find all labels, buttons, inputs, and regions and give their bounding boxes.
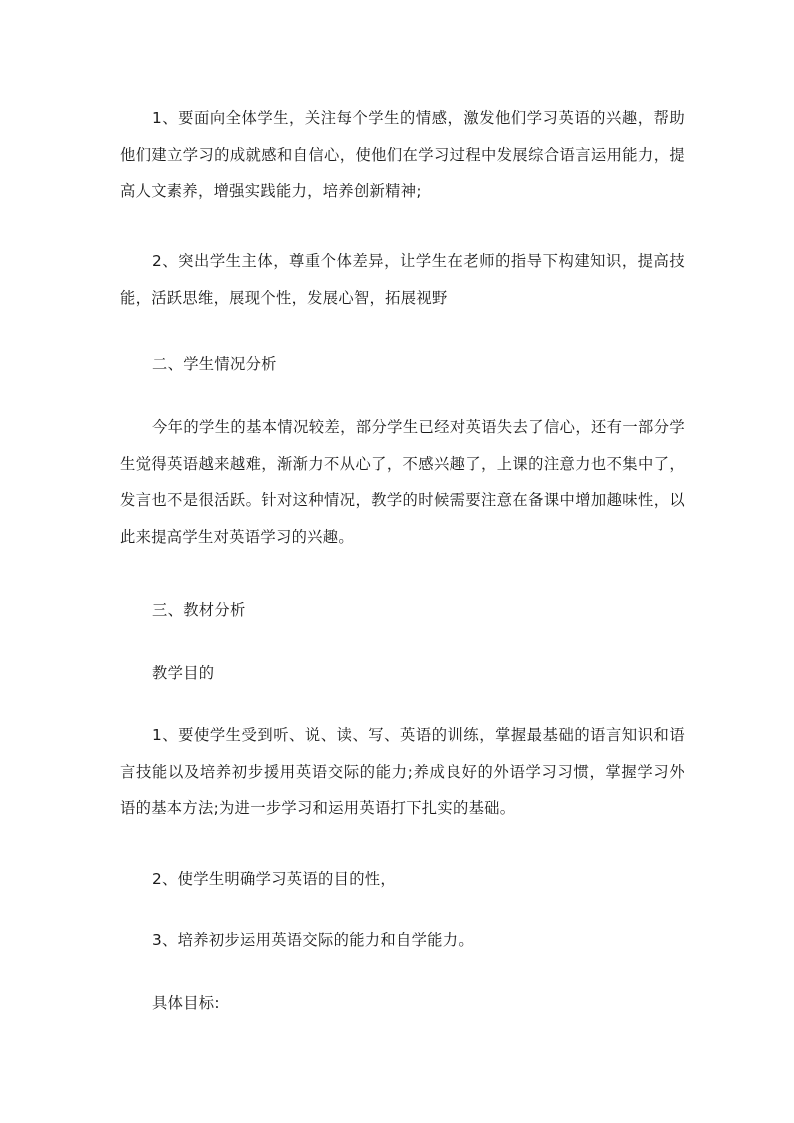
paragraph-purpose-3: 3、培养初步运用英语交际的能力和自学能力。	[152, 931, 474, 949]
paragraph-goal-1: 1、要面向全体学生，关注每个学生的情感，激发他们学习英语的兴趣，帮助他们建立学习的成就感和自信心，使他们在学习过程中发展综合语言运用能力，提高人文素养，增强实践能力，培养创新精神;	[120, 109, 685, 201]
subheading-teaching-purpose: 教学目的	[152, 664, 215, 682]
paragraph-purpose-2: 2、使学生明确学习英语的目的性，	[152, 870, 396, 888]
section-heading-student-analysis: 二、学生情况分析	[152, 355, 277, 373]
subheading-specific-goals: 具体目标:	[152, 994, 220, 1012]
section-heading-textbook-analysis: 三、教材分析	[152, 601, 246, 619]
paragraph-student-analysis: 今年的学生的基本情况较差，部分学生已经对英语失去了信心，还有一部分学生觉得英语越来越难，渐渐力不从心了，不感兴趣了，上课的注意力也不集中了，发言也不是很活跃。针对这种情况，教学的时候需要注意在备课中增加趣味性，以此来提高学生对英语学习的兴趣。	[120, 418, 685, 547]
paragraph-goal-2: 2、突出学生主体，尊重个体差异，让学生在老师的指导下构建知识，提高技能，活跃思维，展现个性，发展心智，拓展视野	[120, 252, 685, 307]
paragraph-purpose-1: 1、要使学生受到听、说、读、写、英语的训练，掌握最基础的语言知识和语言技能以及培养初步援用英语交际的能力;养成良好的外语学习习惯，掌握学习外语的基本方法;为进一步学习和运用英语打下扎实的基础。	[120, 726, 685, 818]
